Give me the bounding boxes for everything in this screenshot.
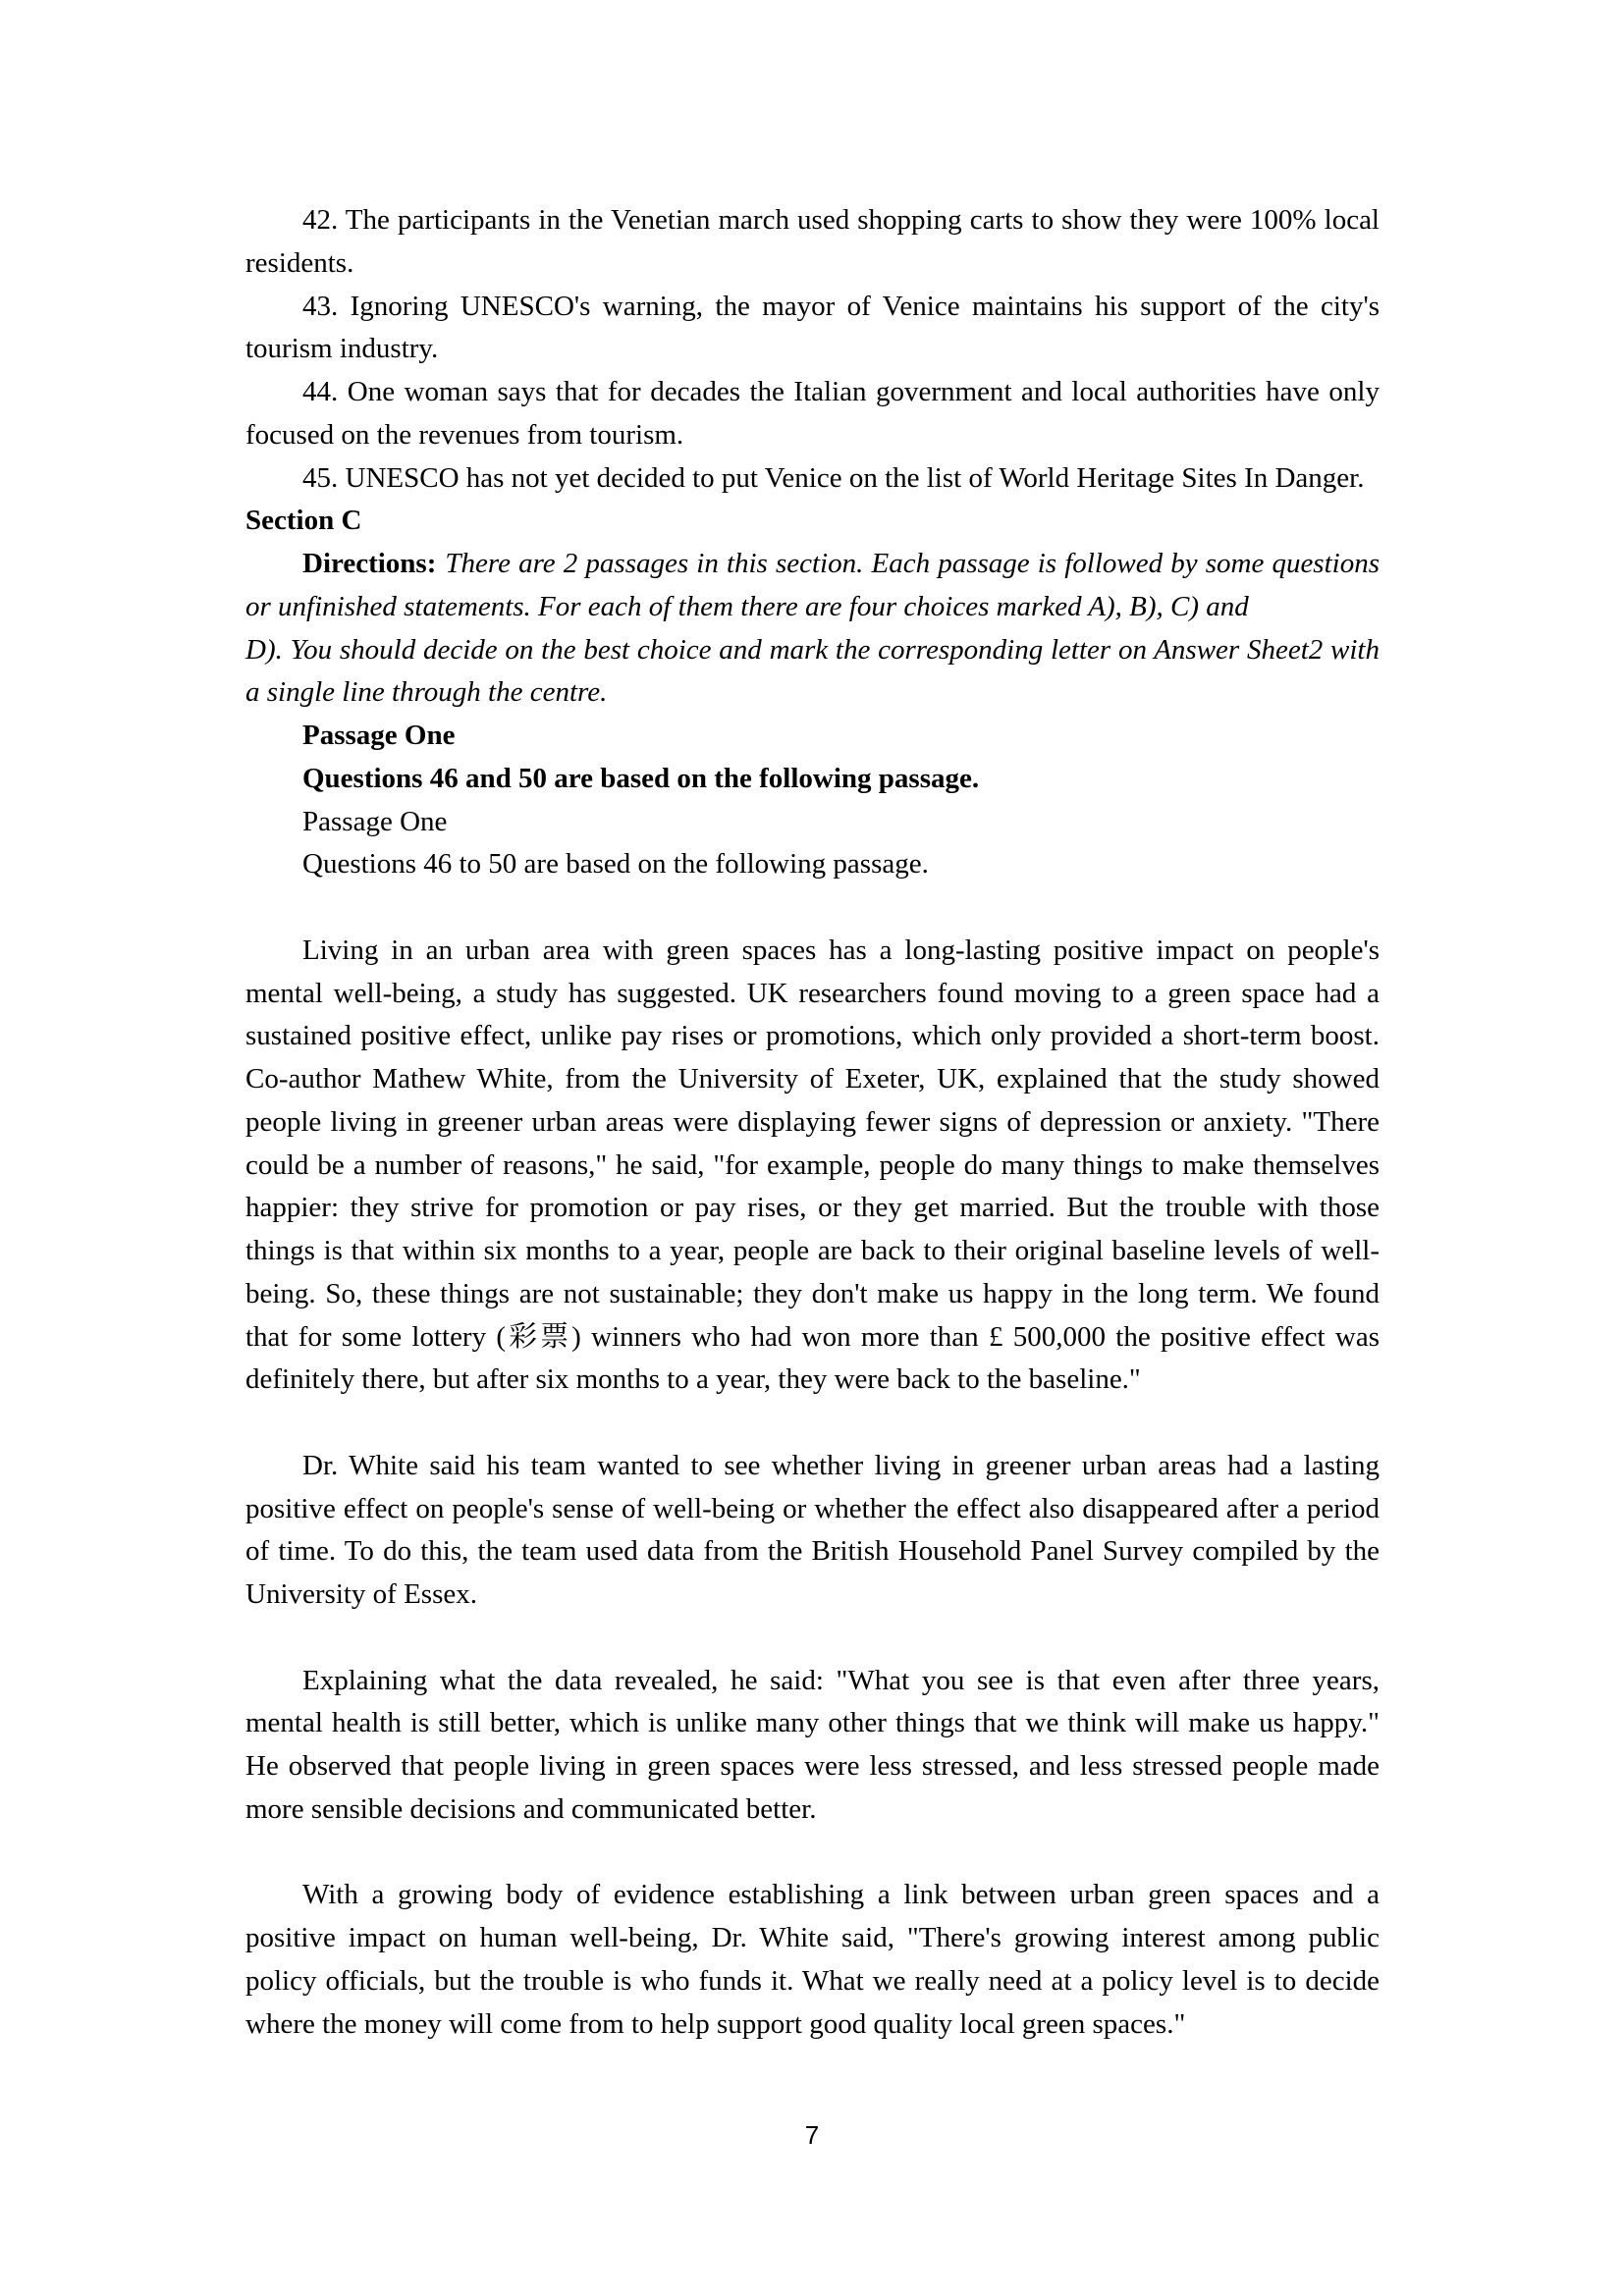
item-42: 42. The participants in the Venetian march used shopping carts to show they were 100% local residents.	[245, 204, 1380, 279]
item-44: 44. One woman says that for decades the Italian government and local authorities have only focused on the revenues from tourism.	[245, 376, 1380, 451]
page-number: 7	[804, 2120, 820, 2150]
item-45: 45. UNESCO has not yet decided to put Venice on the list of World Heritage Sites In Danger.	[302, 461, 1365, 494]
passage-one-title-bold: Passage One	[302, 720, 456, 751]
directions	[245, 543, 1380, 715]
passage-questions-plain: Questions 46 to 50 are based on the following passage.	[302, 848, 929, 881]
passage-paragraph-4: With a growing body of evidence establishing a link between urban green spaces and a positive impact on human well-being, Dr. White said, "There's growing interest among public policy officials, but the trouble is who funds it. What we really need at a policy level is to decide where the money will come from to help support good quality local green spaces."	[245, 1879, 1380, 2040]
passage-paragraph-1: Living in an urban area with green spaces has a long-lasting positive impact on people's mental well-being, a study has suggested. UK researchers found moving to a green space had a sustained positive effect, unlike pay rises or promotions, which only provided a short-term boost. Co-author Mathew White, from the University of Exeter, UK, explained that the study showed people living in greener urban areas were displaying fewer signs of depression or anxiety. "There could be a number of reasons," he said, "for example, people do many things to make themselves happier: they strive for promotion or pay rises, or they get married. But the trouble with those things is that within six months to a year, people are back to their original baseline levels of well-being. So, these things are not sustainable; they don't make us happy in the long term. We found that for some lottery (彩票) winners who had won more than £ 500,000 the positive effect was definitely there, but after six months to a year, they were back to the baseline."	[245, 934, 1380, 1396]
section-c-heading: Section C	[245, 505, 362, 537]
directions-text-line-1: There are 2 passages in this section. Each passage is followed by some questions or unfinished statements. For each of them there are four choices marked A), B), C) and	[245, 548, 1380, 622]
blank-line	[245, 1402, 1380, 1445]
passage-paragraph-3: Explaining what the data revealed, he said: "What you see is that even after three years, mental health is still better, which is unlike many other things that we think will make us happy." He observed that people living in green spaces were less stressed, and less stressed people made more sensible decisions and communicated better.	[245, 1664, 1380, 1825]
passage-questions-bold: Questions 46 and 50 are based on the following passage.	[302, 762, 980, 794]
blank-line	[245, 886, 1380, 930]
document-body	[245, 199, 1380, 2046]
item-43: 43. Ignoring UNESCO's warning, the mayor of Venice maintains his support of the city's tourism industry.	[245, 290, 1380, 365]
passage-paragraph-2: Dr. White said his team wanted to see whether living in greener urban areas had a lasting positive effect on people's sense of well-being or whether the effect also disappeared after a period of time. To do this, the team used data from the British Household Panel Survey compiled by the University of Essex.	[245, 1449, 1380, 1610]
directions-label: Directions:	[302, 548, 437, 579]
blank-line	[245, 1832, 1380, 1875]
blank-line	[245, 1617, 1380, 1660]
passage-one-title-plain: Passage One	[302, 805, 448, 837]
directions-text-line-2: D). You should decide on the best choice and mark the corresponding letter on Answer Sheet2 with a single line through the centre.	[245, 633, 1380, 709]
